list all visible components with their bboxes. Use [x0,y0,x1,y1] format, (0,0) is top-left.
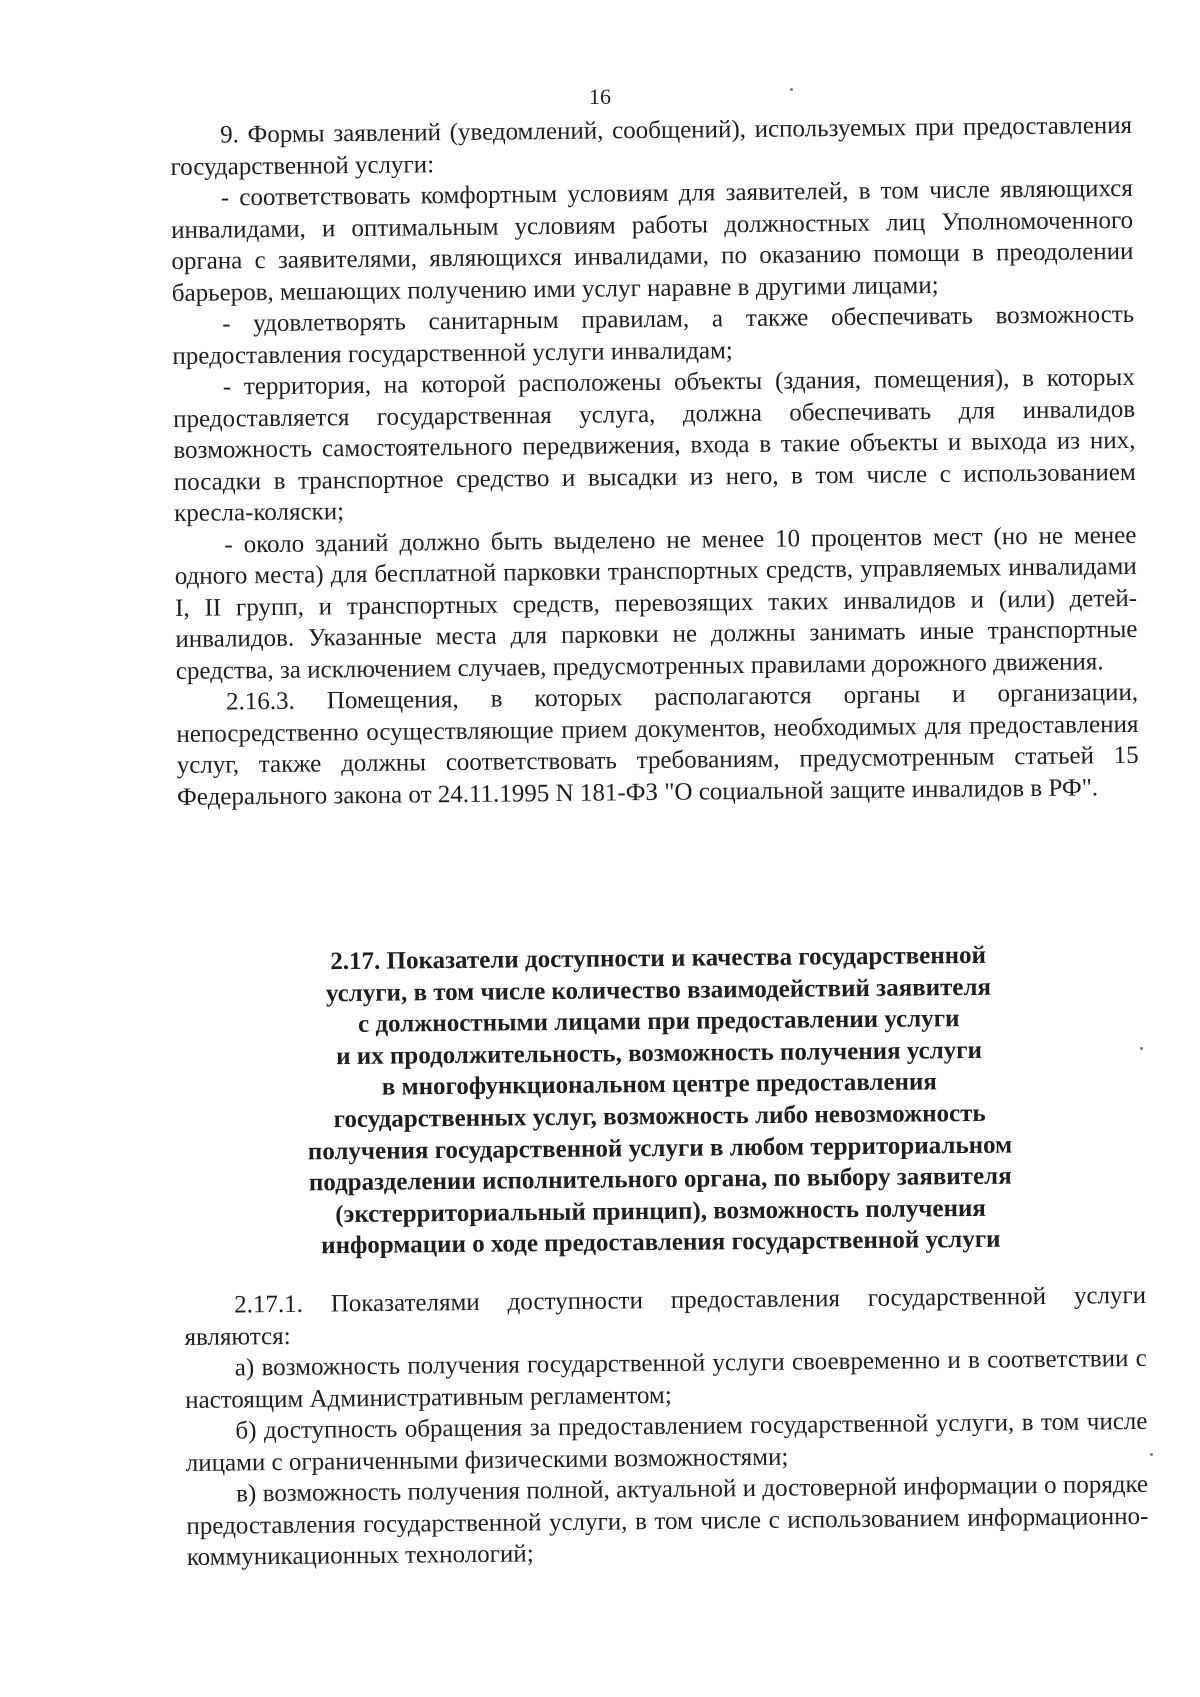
scan-speck [1150,1453,1153,1456]
heading-line: 2.17. Показатели доступности и качества государственной [330,941,987,976]
item-a: а) возможность получения государственной услуги своевременно и в соответствии с настоящим Административным регламентом; [185,1344,1147,1414]
bullet-parking-spaces: - около зданий должно быть выделено не менее 10 процентов мест (но не менее одного места) для бесплатной парковки транспортных средств, управляемых инвалидами I, II групп, и транспортных средств, перевозящих таких инвалидов и (или) детей-инвалидов. Указанные места для парковки не должны занимать иные транспортные средства, за исключением случаев, предусмотренных правилами дорожного движения. [174,521,1138,685]
heading-line: подразделении исполнительного органа, по выбору заявителя [308,1162,1012,1197]
heading-line: (экстерриториальный принцип), возможность получения [335,1194,987,1228]
item-9-intro: 9. Формы заявлений (уведомлений, сообщений), используемых при предоставления государственной услуги: [170,111,1133,181]
bullet-sanitary-rules: - удовлетворять санитарным правилам, а также обеспечивать возможность предоставления государственной услуги инвалидам; [172,300,1135,370]
item-b: б) доступность обращения за предоставлением государственной услуги, в том числе лицами с ограниченными физическими возможностями; [185,1407,1148,1477]
heading-line: услуги, в том числе количество взаимодействий заявителя [325,973,992,1007]
section-2-17-heading [268,939,1051,1262]
heading-line: информации о ходе предоставления государственной услуги [321,1226,1001,1260]
section-2-16-text [170,110,1139,813]
page-number: 16 [589,84,611,109]
heading-line: в многофункциональном центре предоставления [381,1068,938,1102]
item-2-16-3: 2.16.3. Помещения, в которых располагаются органы и организации, непосредственно осуществляющие прием документов, необходимых для предоставления услуг, также должны соответствовать требованиям, предусмотренным статьей 15 Федерального закона от 24.11.1995 N 181-ФЗ "О социальной защите инвалидов в РФ". [176,678,1139,811]
heading-line: получения государственной услуги в любом территориальном [307,1131,1013,1165]
item-2-17-1-intro: 2.17.1. Показателями доступности предоставления государственной услуги являются: [184,1281,1147,1351]
heading-line: государственных услуг, возможность либо невозможность [333,1099,986,1134]
bullet-territory-access: - территория, на которой расположены объекты (здания, помещения), в которых предоставляется государственная услуга, должна обеспечивать для инвалидов возможность самостоятельного передвижения, входа в такие объекты и выхода из них, посадки в транспортное средство и высадки из него, в том числе с использованием кресла-коляски; [172,363,1136,527]
section-2-17-text [184,1280,1149,1574]
scan-speck [790,88,793,91]
bullet-comfort-conditions: - соответствовать комфортным условиям для заявителей, в том числе являющихся инвалидами, и оптимальным условиям работы должностных лиц Уполномоченного органа с заявителями, являющихся инвалидами, по оказанию помощи в преодолении барьеров, мешающих получению ими услуг наравне в другими лицами; [171,174,1134,307]
scan-speck [1140,1047,1143,1050]
heading-line: и их продолжительность, возможность получения услуги [336,1036,983,1070]
item-v: в) возможность получения полной, актуальной и достоверной информации о порядке предоставления государственной услуги, в том числе с использованием информационно-коммуникационных технологий; [186,1470,1149,1571]
heading-line: с должностными лицами при предоставлении услуги [357,1005,960,1039]
